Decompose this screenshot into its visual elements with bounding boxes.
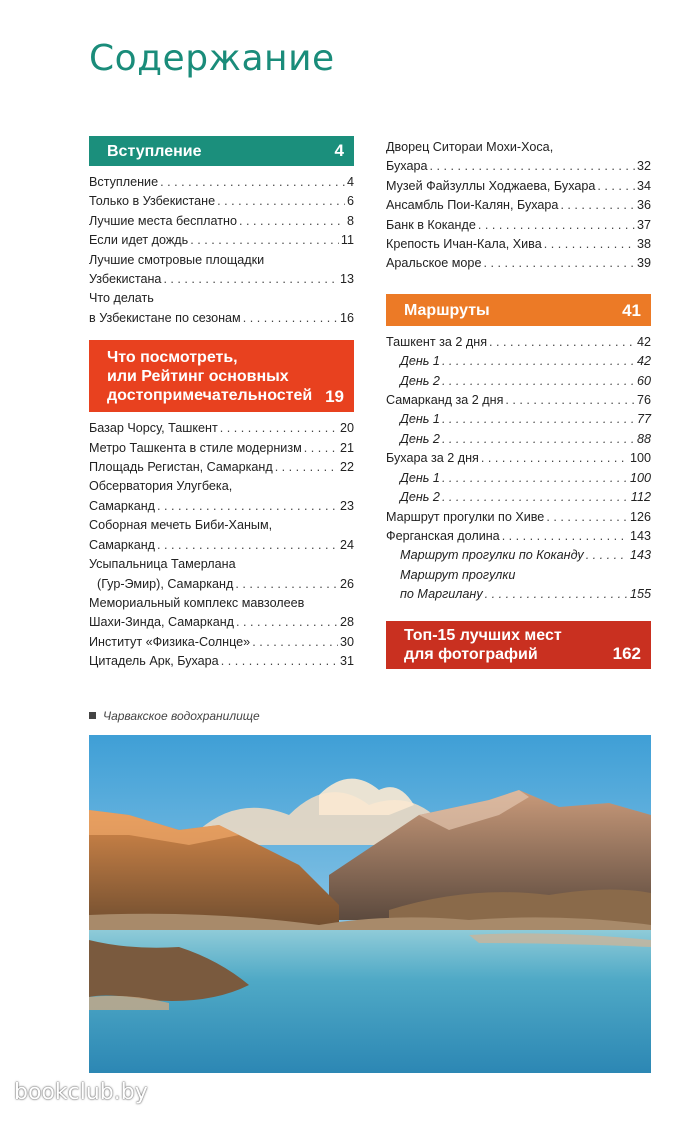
dot-leader <box>239 212 345 231</box>
dot-leader <box>586 546 628 565</box>
dot-leader <box>483 254 635 273</box>
toc-entry-line <box>89 555 354 574</box>
toc-entry-title: Ферганская долина <box>386 528 500 543</box>
toc-entry-title: Маршрут прогулки по Коканду <box>400 548 584 563</box>
toc-entry-line <box>89 251 354 270</box>
toc-entry-line <box>89 477 354 496</box>
toc-entry-line <box>89 439 354 458</box>
toc-entry-title: по Маргилану <box>400 587 483 602</box>
toc-entry-title: Бухара за 2 дня <box>386 451 479 466</box>
toc-entry[interactable] <box>386 216 651 235</box>
section-header-top15[interactable] <box>386 621 651 669</box>
toc-entry-page: 77 <box>636 412 651 427</box>
dot-leader <box>442 430 635 449</box>
toc-entry-line <box>89 613 354 632</box>
section-header-routes[interactable] <box>386 294 651 326</box>
toc-entry-page: 13 <box>339 272 354 287</box>
toc-entry-page: 6 <box>346 194 354 209</box>
toc-entry-title: Самарканд за 2 дня <box>386 393 504 408</box>
toc-entry-page: 22 <box>339 460 354 475</box>
toc-entry[interactable] <box>89 555 354 594</box>
dot-leader <box>190 231 339 250</box>
toc-entry[interactable] <box>89 439 354 458</box>
toc-entry-title: Ташкент за 2 дня <box>386 334 488 349</box>
toc-entry-page: 37 <box>636 217 651 232</box>
toc-entry-title: День 2 <box>400 373 440 388</box>
toc-entry-line <box>386 254 651 273</box>
toc-entry-line <box>386 508 651 527</box>
reservoir-photo-illustration <box>89 735 651 1073</box>
toc-entry-title: Метро Ташкента в стиле модернизм <box>89 440 302 455</box>
toc-entry-line <box>386 391 651 410</box>
toc-entry-page: 16 <box>339 310 354 325</box>
toc-entry-title: Если идет дождь <box>89 233 189 248</box>
toc-entry[interactable] <box>386 254 651 273</box>
toc-entry-page: 42 <box>636 334 651 349</box>
dot-leader <box>217 192 345 211</box>
toc-entry-page: 20 <box>339 421 354 436</box>
section-page: 19 <box>325 387 344 407</box>
toc-entry-title: Площадь Регистан, Самарканд <box>89 460 273 475</box>
toc-entry-title: Узбекистана <box>89 272 162 287</box>
toc-entry-page: 28 <box>339 615 354 630</box>
toc-entry-title: Соборная мечеть Биби-Ханым, <box>89 518 273 533</box>
toc-entry-line <box>400 410 651 429</box>
page-title: Содержание <box>89 38 335 79</box>
toc-entry[interactable] <box>89 173 354 192</box>
toc-entry[interactable] <box>386 196 651 215</box>
caption-text: Чарвакское водохранилище <box>103 709 260 723</box>
toc-entry-title: День 1 <box>400 412 440 427</box>
toc-entry-line <box>89 192 354 211</box>
toc-entry-page: 143 <box>629 548 651 563</box>
dot-leader <box>220 419 338 438</box>
toc-entry[interactable] <box>89 594 354 633</box>
toc-entry-title: Дворец Ситораи Мохи-Хоса, <box>386 140 554 154</box>
toc-entry-title: Базар Чорсу, Ташкент <box>89 421 218 436</box>
toc-entry[interactable] <box>89 192 354 211</box>
toc-entry-title: Цитадель Арк, Бухара <box>89 654 219 669</box>
toc-entry-line <box>89 652 354 671</box>
toc-entry-page: 26 <box>339 576 354 591</box>
toc-entry-line <box>89 270 354 289</box>
toc-entry[interactable] <box>89 212 354 231</box>
toc-entry-title: Музей Файзуллы Ходжаева, Бухара <box>386 178 596 193</box>
toc-entry-line <box>89 289 354 308</box>
toc-list-intro <box>89 173 354 328</box>
section-page: 41 <box>622 300 641 320</box>
toc-entry-line <box>89 309 354 328</box>
toc-entry-line <box>386 235 651 254</box>
toc-entry[interactable] <box>386 430 651 449</box>
dot-leader <box>442 469 628 488</box>
toc-entry[interactable] <box>89 516 354 555</box>
dot-leader <box>442 488 629 507</box>
toc-entry-title: Усыпальница Тамерлана <box>89 557 236 572</box>
toc-entry[interactable] <box>386 352 651 371</box>
toc-entry-line <box>400 566 651 585</box>
toc-entry-title: Лучшие смотровые площадки <box>89 252 265 267</box>
toc-entry-title: Ансамбль Пои-Калян, Бухара <box>386 198 559 213</box>
toc-entry-title: Что делать <box>89 291 154 306</box>
toc-entry-page: 38 <box>636 237 651 252</box>
dot-leader <box>478 216 635 235</box>
toc-entry-line <box>89 231 354 250</box>
dot-leader <box>481 449 628 468</box>
toc-entry-page: 112 <box>630 490 651 505</box>
toc-entry[interactable] <box>386 391 651 410</box>
toc-entry-page: 39 <box>636 256 651 271</box>
section-header-sights[interactable] <box>89 340 354 412</box>
toc-entry-page: 155 <box>629 587 651 602</box>
section-title-line: Топ-15 лучших мест <box>404 626 562 644</box>
toc-entry[interactable] <box>89 458 354 477</box>
toc-entry-page: 31 <box>339 654 354 669</box>
toc-entry-title: Шахи-Зинда, Самарканд <box>89 615 235 630</box>
toc-entry-title: Маршрут прогулки <box>400 567 516 582</box>
toc-entry-page: 42 <box>636 354 651 369</box>
dot-leader <box>235 575 338 594</box>
dot-leader <box>163 270 338 289</box>
toc-entry-line <box>89 458 354 477</box>
toc-entry[interactable] <box>89 231 354 250</box>
toc-entry-line <box>89 516 354 535</box>
dot-leader <box>505 391 635 410</box>
toc-entry-line <box>386 527 651 546</box>
toc-entry[interactable] <box>89 289 354 328</box>
dot-leader <box>252 633 338 652</box>
toc-entry[interactable] <box>386 177 651 196</box>
dot-leader <box>485 585 628 604</box>
dot-leader <box>560 196 635 215</box>
toc-entry-page: 30 <box>339 634 354 649</box>
dot-leader <box>157 536 338 555</box>
toc-entry-line <box>400 469 651 488</box>
toc-entry[interactable] <box>89 633 354 652</box>
toc-column-right <box>386 138 651 669</box>
section-header-intro[interactable] <box>89 136 354 166</box>
toc-entry-title: Обсерватория Улугбека, <box>89 479 233 494</box>
toc-entry-title: День 1 <box>400 470 440 485</box>
toc-entry-page: 126 <box>629 509 651 524</box>
toc-entry-page: 88 <box>636 431 651 446</box>
toc-entry-page: 8 <box>346 213 354 228</box>
toc-entry-line <box>400 430 651 449</box>
section-page: 4 <box>334 141 344 160</box>
toc-entry-title: Только в Узбекистане <box>89 194 216 209</box>
toc-entry[interactable] <box>386 449 651 468</box>
toc-entry-title: Крепость Ичан-Кала, Хива <box>386 237 542 252</box>
toc-entry[interactable] <box>386 546 651 565</box>
section-title-line: или Рейтинг основных <box>107 368 289 386</box>
toc-entry[interactable] <box>89 652 354 671</box>
toc-entry-title: Самарканд <box>89 498 156 513</box>
toc-entry-line <box>386 333 651 352</box>
toc-entry-title: Аральское море <box>386 256 482 271</box>
landscape-photo <box>89 735 651 1073</box>
toc-entry-line <box>400 546 651 565</box>
toc-entry-title: Мемориальный комплекс мавзолеев <box>89 595 305 610</box>
toc-entry-page: 60 <box>636 373 651 388</box>
toc-entry-line <box>400 585 651 604</box>
toc-entry-line <box>386 449 651 468</box>
dot-leader <box>544 235 635 254</box>
dot-leader <box>489 333 635 352</box>
toc-entry-line <box>400 488 651 507</box>
toc-entry-line <box>386 196 651 215</box>
toc-entry-page: 21 <box>339 440 354 455</box>
dot-leader <box>275 458 338 477</box>
toc-entry-page: 11 <box>340 233 354 248</box>
toc-entry-line <box>386 216 651 235</box>
watermark: bookclub.by <box>14 1080 148 1105</box>
toc-entry-page: 34 <box>636 178 651 193</box>
dot-leader <box>442 410 635 429</box>
section-title: Вступление <box>107 143 202 160</box>
toc-entry-title: в Узбекистане по сезонам <box>89 310 241 325</box>
toc-entry-line <box>386 157 651 176</box>
toc-entry[interactable] <box>89 419 354 438</box>
dot-leader <box>160 173 345 192</box>
section-page: 162 <box>612 643 641 663</box>
caption-square-icon <box>89 712 96 719</box>
toc-entry-line <box>400 352 651 371</box>
toc-entry[interactable] <box>386 488 651 507</box>
toc-entry[interactable] <box>386 138 651 177</box>
toc-entry-title: Лучшие места бесплатно <box>89 213 237 228</box>
toc-entry[interactable] <box>386 410 651 429</box>
toc-entry[interactable] <box>386 469 651 488</box>
dot-leader <box>546 508 628 527</box>
dot-leader <box>442 352 635 371</box>
toc-entry-line <box>400 372 651 391</box>
toc-entry-page: 32 <box>636 159 651 174</box>
toc-entry-title: День 2 <box>400 431 440 446</box>
toc-entry-title: (Гур-Эмир), Самарканд <box>97 576 234 591</box>
toc-entry[interactable] <box>386 566 651 605</box>
dot-leader <box>221 652 338 671</box>
dot-leader <box>597 177 635 196</box>
dot-leader <box>157 497 338 516</box>
dot-leader <box>304 439 338 458</box>
toc-entry-title: День 2 <box>400 490 440 505</box>
toc-entry[interactable] <box>89 477 354 516</box>
toc-list-sights-continued <box>386 138 651 274</box>
toc-entry-title: Бухара <box>386 159 428 174</box>
toc-entry-page: 76 <box>636 393 651 408</box>
toc-entry-page: 24 <box>339 537 354 552</box>
toc-entry-page: 100 <box>629 470 651 485</box>
toc-entry[interactable] <box>386 508 651 527</box>
toc-entry-title: Банк в Коканде <box>386 217 476 232</box>
toc-entry-line <box>89 633 354 652</box>
toc-entry-title: Самарканд <box>89 537 156 552</box>
toc-entry-line <box>386 177 651 196</box>
toc-entry[interactable] <box>89 251 354 290</box>
section-title: Маршруты <box>404 301 490 319</box>
toc-entry-title: День 1 <box>400 354 440 369</box>
toc-entry-line <box>89 575 354 594</box>
toc-entry-page: 36 <box>636 198 651 213</box>
dot-leader <box>236 613 338 632</box>
section-title-line: для фотографий <box>404 645 538 663</box>
photo-caption <box>89 709 260 723</box>
dot-leader <box>502 527 628 546</box>
toc-entry-page: 4 <box>346 175 354 189</box>
toc-entry[interactable] <box>386 333 651 352</box>
toc-entry-page: 100 <box>629 451 651 466</box>
toc-column-left <box>89 136 354 672</box>
toc-entry-line <box>89 173 354 192</box>
toc-entry[interactable] <box>386 372 651 391</box>
toc-entry-title: Маршрут прогулки по Хиве <box>386 509 545 524</box>
toc-list-sights <box>89 419 354 671</box>
section-title-line: достопримечательностей <box>107 387 313 405</box>
toc-entry-line <box>89 212 354 231</box>
toc-entry-line <box>89 419 354 438</box>
dot-leader <box>243 309 338 328</box>
toc-entry-line <box>89 497 354 516</box>
toc-list-routes <box>386 333 651 605</box>
toc-entry-page: 23 <box>339 498 354 513</box>
dot-leader <box>429 157 635 176</box>
toc-entry-title: Вступление <box>89 175 159 189</box>
dot-leader <box>442 372 635 391</box>
toc-entry[interactable] <box>386 527 651 546</box>
toc-entry-line <box>89 594 354 613</box>
toc-entry-line <box>89 536 354 555</box>
toc-entry-line <box>386 138 651 157</box>
section-title-line: Что посмотреть, <box>107 349 238 367</box>
toc-entry-title: Институт «Физика-Солнце» <box>89 634 251 649</box>
toc-entry-page: 143 <box>629 528 651 543</box>
toc-entry[interactable] <box>386 235 651 254</box>
